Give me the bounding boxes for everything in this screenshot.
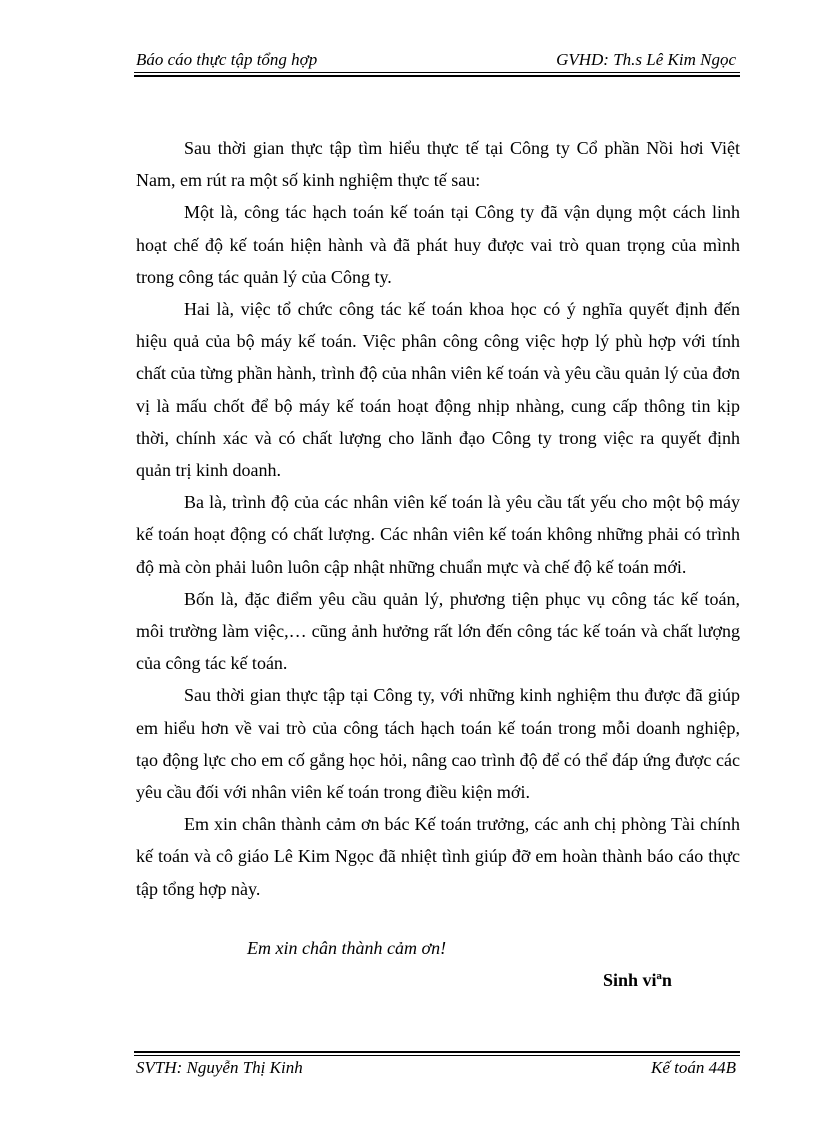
footer-class: Kế toán 44B bbox=[651, 1058, 736, 1077]
page-footer bbox=[136, 1055, 738, 1081]
paragraph: Bốn là, đặc điểm yêu cầu quản lý, phương tiện phục vụ công tác kế toán, môi trường làm việc,… cũng ảnh hưởng rất lớn đến công tác kế toán và chất lượng của công tác kế toán. bbox=[136, 588, 740, 674]
signature-label: Sinh viªn bbox=[603, 970, 672, 990]
footer-student: SVTH: Nguyễn Thị Kinh bbox=[136, 1058, 303, 1077]
paragraph: Sau thời gian thực tập tại Công ty, với những kinh nghiệm thu được đã giúp em hiểu hơn về vai trò của công tách hạch toán kế toán trong mỗi doanh nghiệp, tạo động lực cho em cố gắng học hỏi, nâng cao trình độ để có thể đáp ứng được các yêu cầu đối với nhân viên kế toán trong điều kiện mới. bbox=[136, 685, 740, 803]
paragraph: Em xin chân thành cảm ơn bác Kế toán trưởng, các anh chị phòng Tài chính kế toán và cô giáo Lê Kim Ngọc đã nhiệt tình giúp đỡ em hoàn thành báo cáo thực tập tổng hợp này. bbox=[136, 814, 740, 899]
header-rule-thick bbox=[134, 75, 740, 77]
document-body bbox=[136, 132, 740, 905]
paragraph: Ba là, trình độ của các nhân viên kế toán là yêu cầu tất yếu cho một bộ máy kế toán hoạt động có chất lượng. Các nhân viên kế toán không những phải có trình độ mà còn phải luôn luôn cập nhật những chuẩn mực và chế độ kế toán mới. bbox=[136, 492, 740, 577]
header-supervisor: GVHD: Th.s Lê Kim Ngọc bbox=[556, 50, 736, 69]
header-rule bbox=[134, 72, 740, 73]
header-report-title: Báo cáo thực tập tổng hợp bbox=[136, 50, 318, 69]
footer-rule-thick bbox=[134, 1051, 740, 1053]
paragraph: Một là, công tác hạch toán kế toán tại Công ty đã vận dụng một cách linh hoạt chế độ kế toán hiện hành và đã phát huy được vai trò quan trọng của mình trong công tác quản lý của Công ty. bbox=[136, 202, 740, 287]
paragraph: Sau thời gian thực tập tìm hiểu thực tế tại Công ty Cổ phần Nồi hơi Việt Nam, em rút ra một số kinh nghiệm thực tế sau: bbox=[136, 138, 740, 191]
closing-thanks: Em xin chân thành cảm ơn! bbox=[247, 938, 447, 958]
paragraph: Hai là, việc tổ chức công tác kế toán khoa học có ý nghĩa quyết định đến hiệu quả của bộ máy kế toán. Việc phân công công việc hợp lý phù hợp với tính chất của từng phần hành, trình độ của nhân viên kế toán và yêu cầu quản lý của đơn vị là mấu chốt để bộ máy kế toán hoạt động nhịp nhàng, cung cấp thông tin kịp thời, chính xác và có chất lượng cho lãnh đạo Công ty trong việc ra quyết định quản trị kinh doanh. bbox=[136, 299, 740, 481]
page-header bbox=[136, 48, 738, 72]
